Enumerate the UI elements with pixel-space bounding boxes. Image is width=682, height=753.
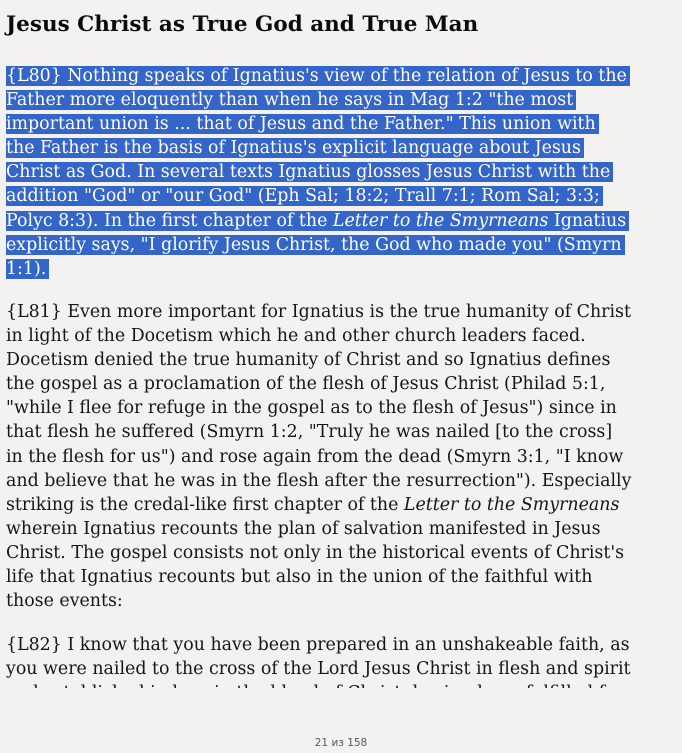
text-run: {L82} I know that you have been prepared in an unshakeable faith, as — [6, 635, 630, 655]
text-run: Christ as God. In several texts Ignatius glosses Jesus Christ with the — [6, 162, 611, 183]
italic-title: Letter to the Smyrneans — [403, 494, 620, 515]
text-line — [6, 469, 682, 493]
text-run: Ignatius — [548, 210, 627, 231]
line-text — [6, 495, 619, 515]
selected-text — [6, 235, 625, 255]
text-run: in the flesh for us") and rose again from the dead (Smyrn 3:1, "I know — [6, 446, 624, 467]
text-run: Father more eloquently than when he says in Mag 1:2 "the most — [6, 90, 574, 111]
selected-text — [6, 211, 629, 231]
line-text — [6, 398, 617, 418]
italic-title: Letter to the Smyrneans — [332, 210, 549, 231]
line-text — [6, 567, 592, 587]
text-line — [6, 657, 682, 681]
text-line — [6, 633, 682, 657]
text-line — [6, 64, 682, 88]
text-run: important union is ... that of Jesus and the Father." This union with — [6, 114, 596, 135]
text-line — [6, 88, 682, 112]
text-run: you were nailed to the cross of the Lord Jesus Christ in flesh and spirit — [6, 659, 631, 680]
line-text — [6, 326, 586, 346]
text-line — [6, 257, 682, 281]
line-text — [6, 422, 612, 442]
selected-text — [6, 259, 49, 279]
text-line — [6, 493, 682, 517]
line-text — [6, 635, 630, 655]
text-run: Christ. The gospel consists not only in the historical events of Christ's — [6, 542, 625, 563]
text-line — [6, 209, 682, 233]
selected-text — [6, 186, 603, 206]
text-line — [6, 136, 682, 160]
page-bottom-clip — [0, 688, 682, 700]
text-run: that flesh he suffered (Smyrn 1:2, "Truly he was nailed [to the cross] — [6, 422, 613, 443]
chapter-title: Jesus Christ as True God and True Man — [6, 12, 479, 37]
line-text — [6, 519, 601, 539]
page-indicator: 21 из 158 — [314, 737, 368, 749]
text-run: the Father is the basis of Ignatius's explicit language about Jesus — [6, 138, 581, 159]
text-line — [6, 324, 682, 348]
text-line — [6, 420, 682, 444]
text-line — [6, 445, 682, 469]
text-run: explicitly says, "I glorify Jesus Christ, the God who made you" (Smyrn — [6, 234, 622, 255]
line-text — [6, 471, 631, 491]
line-text — [6, 447, 623, 467]
line-text — [6, 350, 610, 370]
selected-text — [6, 162, 613, 182]
text-run: life that Ignatius recounts but also in the union of the faithful with — [6, 567, 593, 588]
text-line — [6, 184, 682, 208]
line-text — [6, 302, 631, 322]
text-line — [6, 517, 682, 541]
text-run: {L80} Nothing speaks of Ignatius's view of the relation of Jesus to the — [6, 66, 627, 86]
text-line — [6, 372, 682, 396]
selected-text — [6, 138, 584, 158]
text-line — [6, 348, 682, 372]
text-run: 1:1). — [6, 258, 47, 279]
text-run: wherein Ignatius recounts the plan of salvation manifested in Jesus — [6, 518, 601, 539]
text-line — [6, 112, 682, 136]
text-line — [6, 589, 682, 613]
line-text — [6, 374, 605, 394]
paragraph-l80[interactable] — [6, 64, 682, 281]
selected-text — [6, 90, 576, 110]
text-line — [6, 233, 682, 257]
text-run: Docetism denied the true humanity of Christ and so Ignatius defines — [6, 350, 611, 371]
line-text — [6, 543, 624, 563]
selected-text — [6, 114, 599, 134]
text-line — [6, 160, 682, 184]
text-run: in light of the Docetism which he and other church leaders faced. — [6, 326, 586, 347]
line-text — [6, 659, 631, 679]
text-line — [6, 396, 682, 420]
text-run: the gospel as a proclamation of the flesh of Jesus Christ (Philad 5:1, — [6, 374, 606, 395]
text-line — [6, 541, 682, 565]
text-run: those events: — [6, 591, 123, 612]
text-run: striking is the credal-like first chapter of the — [6, 494, 404, 515]
text-run: Polyc 8:3). In the first chapter of the — [6, 210, 333, 231]
text-line — [6, 300, 682, 324]
line-text — [6, 591, 123, 611]
text-run: and believe that he was in the flesh after the resurrection"). Especially — [6, 470, 632, 491]
text-line — [6, 565, 682, 589]
text-run: "while I flee for refuge in the gospel as to the flesh of Jesus") since in — [6, 398, 617, 419]
paragraph-l81[interactable] — [6, 300, 682, 613]
text-run: {L81} Even more important for Ignatius is the true humanity of Christ — [6, 302, 631, 322]
text-run: addition "God" or "our God" (Eph Sal; 18:2; Trall 7:1; Rom Sal; 3:3; — [6, 186, 600, 207]
selected-text — [6, 66, 630, 86]
